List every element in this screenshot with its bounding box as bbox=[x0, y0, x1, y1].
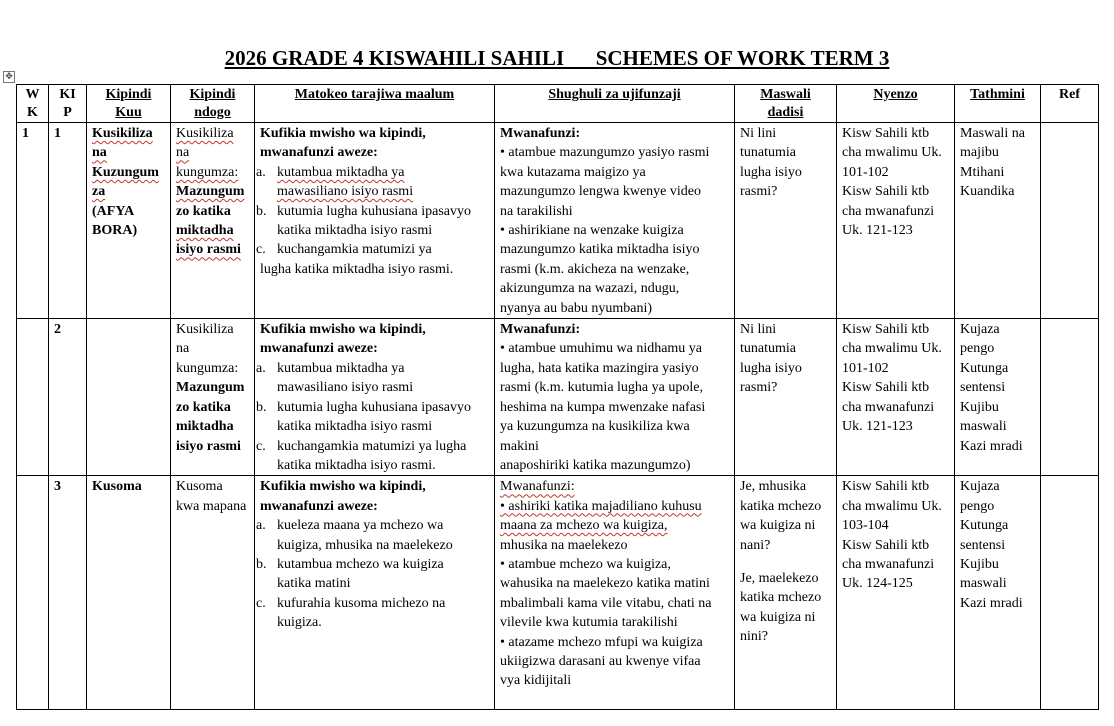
list-item: a. kueleza maana ya mchezo wa kuigiza, mhusika na maelekezo bbox=[256, 518, 453, 553]
table-row bbox=[17, 476, 1099, 710]
cell-shughuli: Mwanafunzi: • atambue mazungumzo yasiyo rasmi kwa kutazama maigizo ya mazungumzo lengwa kwenye video na tarakilishi • ashirikiane na wenzake kuigiza mazungumzo katika miktadha isiyo rasmi (k.m. akicheza na wenzake, akizungumza na wazazi, ndugu, nyanya au babu nyumbani) bbox=[495, 123, 735, 319]
cell-matokeo: Kufikia mwisho wa kipindi, mwanafunzi aweze: a. kutambua miktadha ya mawasiliano isiyo rasmi b. kutumia lugha kuhusiana ipasavyo katika miktadha isiyo rasmi c. kuchangamkia matumizi ya lugha katika miktadha isiyo rasmi. bbox=[255, 123, 495, 319]
list-item: b. kutambua mchezo wa kuigiza katika matini bbox=[256, 556, 444, 592]
cell-kipindi-kuu bbox=[87, 319, 171, 476]
header-nyenzo: Nyenzo bbox=[837, 85, 955, 123]
header-maswali: Maswali dadisi bbox=[735, 85, 837, 123]
cell-kipindi-ndogo: Kusikiliza na kungumza: Mazungum zo katika miktadha isiyo rasmi bbox=[171, 319, 255, 476]
list-item: a. kutambua miktadha ya mawasiliano isiyo rasmi bbox=[256, 360, 414, 396]
schemes-of-work-table bbox=[16, 84, 1099, 710]
cell-maswali: Je, mhusika katika mchezo wa kuigiza ni nani? Je, maelekezo katika mchezo wa kuigiza ni nini? bbox=[735, 476, 837, 710]
cell-shughuli: Mwanafunzi: • atambue umuhimu wa nidhamu ya lugha, hata katika mazingira yasiyo rasmi (k.m. kutumia lugha ya upole, heshima na kumpa mwenzake nafasi ya kuzungumza na kusikiliza kwa makini anaposhiriki katika mazungumzo) bbox=[495, 319, 735, 476]
cell-nyenzo: Kisw Sahili ktb cha mwalimu Uk. 103-104 Kisw Sahili ktb cha mwanafunzi Uk. 124-125 bbox=[837, 476, 955, 710]
cell-tathmini: Kujaza pengo Kutunga sentensi Kujibu maswali Kazi mradi bbox=[955, 319, 1041, 476]
cell-shughuli: Mwanafunzi: • ashiriki katika majadiliano kuhusu maana za mchezo wa kuigiza, mhusika na maelekezo • atambue mchezo wa kuigiza, wahusika na maelekezo katika matini mbalimbali kama vile vitabu, chati na vilevile kwa kutumia tarakilishi • atazame mchezo mfupi wa kuigiza ukiigizwa darasani au kwenye vifaa vya kidijitali bbox=[495, 476, 735, 710]
header-shughuli: Shughuli za ujifunzaji bbox=[495, 85, 735, 123]
cell-tathmini: Kujaza pengo Kutunga sentensi Kujibu maswali Kazi mradi bbox=[955, 476, 1041, 710]
list-item: c. kufurahia kusoma michezo na kuigiza. bbox=[256, 595, 446, 631]
document-title: 2026 GRADE 4 KISWAHILI SAHILI SCHEMES OF WORK TERM 3 bbox=[224, 46, 890, 70]
table-move-handle-icon[interactable]: ✥ bbox=[3, 71, 15, 83]
cell-kip: 1 bbox=[49, 123, 87, 319]
cell-wk: 1 bbox=[17, 123, 49, 319]
cell-nyenzo: Kisw Sahili ktb cha mwalimu Uk. 101-102 Kisw Sahili ktb cha mwanafunzi Uk. 121-123 bbox=[837, 123, 955, 319]
cell-kip: 3 bbox=[49, 476, 87, 710]
cell-wk bbox=[17, 319, 49, 476]
cell-ref bbox=[1041, 123, 1099, 319]
cell-wk bbox=[17, 476, 49, 710]
cell-nyenzo: Kisw Sahili ktb cha mwalimu Uk. 101-102 Kisw Sahili ktb cha mwanafunzi Uk. 121-123 bbox=[837, 319, 955, 476]
list-item: c. kuchangamkia matumizi ya lugha katika miktadha isiyo rasmi. bbox=[256, 242, 454, 277]
list-item: c. kuchangamkia matumizi ya lugha katika miktadha isiyo rasmi. bbox=[256, 438, 467, 473]
cell-tathmini: Maswali na majibu Mtihani Kuandika bbox=[955, 123, 1041, 319]
outcomes-list bbox=[256, 359, 489, 475]
cell-matokeo: Kufikia mwisho wa kipindi, mwanafunzi aweze: a. kueleza maana ya mchezo wa kuigiza, mhusika na maelekezo b. kutambua mchezo wa kuigiza katika matini c. kufurahia kusoma michezo na kuigiza. bbox=[255, 476, 495, 710]
outcomes-list bbox=[256, 163, 489, 279]
cell-ref bbox=[1041, 476, 1099, 710]
cell-ref bbox=[1041, 319, 1099, 476]
table-row bbox=[17, 123, 1099, 319]
header-kipindi-kuu: Kipindi Kuu bbox=[87, 85, 171, 123]
table-header-row bbox=[17, 85, 1099, 123]
list-item: b. kutumia lugha kuhusiana ipasavyo katika miktadha isiyo rasmi bbox=[256, 399, 472, 435]
cell-matokeo: Kufikia mwisho wa kipindi, mwanafunzi aweze: a. kutambua miktadha ya mawasiliano isiyo rasmi b. kutumia lugha kuhusiana ipasavyo katika miktadha isiyo rasmi c. kuchangamkia matumizi ya lugha katika miktadha isiyo rasmi. bbox=[255, 319, 495, 476]
header-kipindi-ndogo: Kipindi ndogo bbox=[171, 85, 255, 123]
table-row bbox=[17, 319, 1099, 476]
cell-kipindi-ndogo: Kusoma kwa mapana bbox=[171, 476, 255, 710]
cell-maswali: Ni lini tunatumia lugha isiyo rasmi? bbox=[735, 319, 837, 476]
list-item: a. kutambua miktadha ya mawasiliano isiyo rasmi bbox=[256, 164, 414, 200]
list-item: b. kutumia lugha kuhusiana ipasavyo katika miktadha isiyo rasmi bbox=[256, 203, 472, 239]
header-wk: W K bbox=[17, 85, 49, 123]
cell-maswali: Ni lini tunatumia lugha isiyo rasmi? bbox=[735, 123, 837, 319]
header-tathmini: Tathmini bbox=[955, 85, 1041, 123]
cell-kipindi-ndogo: Kusikiliza na kungumza: Mazungum zo katika miktadha isiyo rasmi bbox=[171, 123, 255, 319]
cell-kipindi-kuu: Kusikiliza na Kuzungum za (AFYA BORA) bbox=[87, 123, 171, 319]
cell-kipindi-kuu: Kusoma bbox=[87, 476, 171, 710]
header-kip: KI P bbox=[49, 85, 87, 123]
header-matokeo: Matokeo tarajiwa maalum bbox=[255, 85, 495, 123]
header-ref: Ref bbox=[1041, 85, 1099, 123]
cell-kip: 2 bbox=[49, 319, 87, 476]
outcomes-list bbox=[256, 516, 489, 632]
